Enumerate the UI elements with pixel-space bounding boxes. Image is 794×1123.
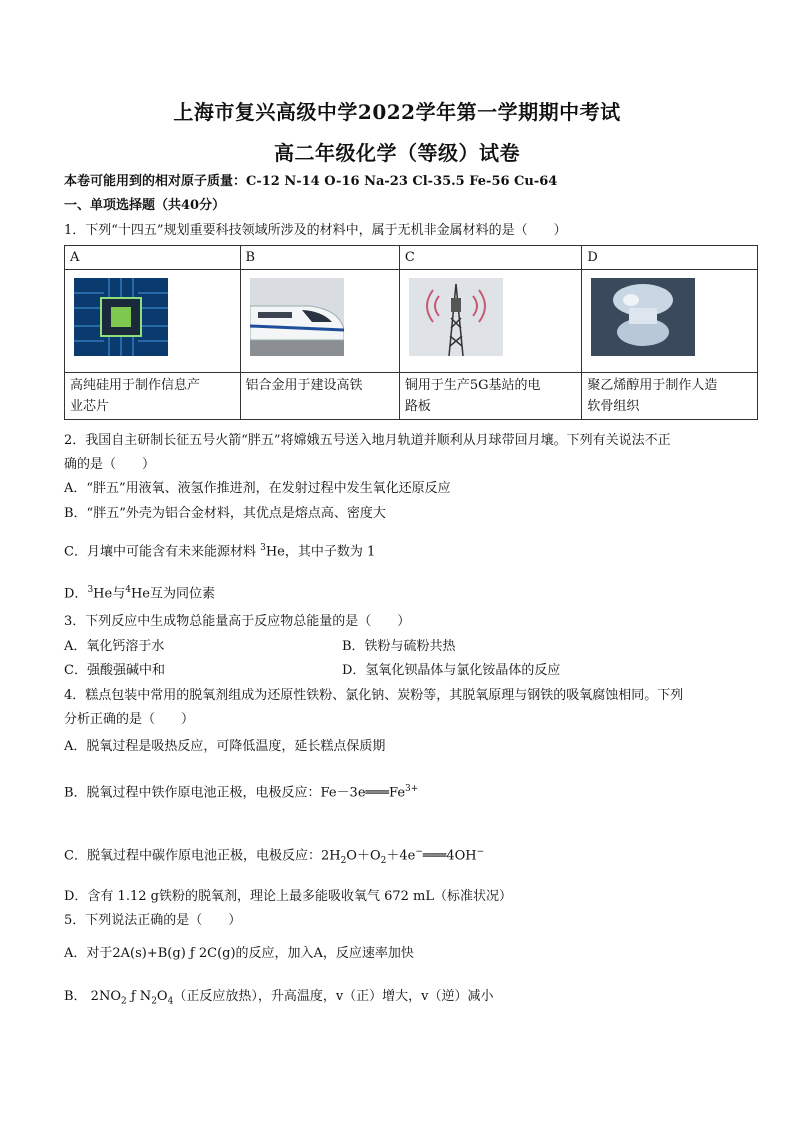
q4-c-post: 4OH bbox=[446, 848, 477, 864]
q5-b-post: （正反应放热），升高温度，v（正）增大，v（逆）减小 bbox=[173, 989, 494, 1004]
tower-icon bbox=[409, 278, 503, 356]
q5-option-b bbox=[64, 988, 494, 1011]
q4-b-arrow: ═══ bbox=[365, 785, 390, 801]
q1-col-d-text1: 聚乙烯醇用于制作人造 bbox=[587, 378, 718, 393]
q5-b-mid2: O bbox=[156, 989, 168, 1004]
q2-stem-line2: 确的是（ ） bbox=[64, 457, 156, 472]
q2-d-el1: He bbox=[93, 586, 113, 602]
q2-d-sup1: 3 bbox=[87, 585, 94, 595]
q5-b-sub3: 4 bbox=[167, 996, 174, 1007]
q2-option-d bbox=[64, 581, 215, 603]
atomic-mass-note: 本卷可能用到的相对原子质量：C-12 N-14 O-16 Na-23 Cl-35.5 Fe-56 Cu-64 bbox=[64, 174, 558, 189]
q3-stem: 3．下列反应中生成物总能量高于反应物总能量的是（ ） bbox=[64, 614, 411, 629]
q2-d-el2: He bbox=[130, 586, 150, 602]
q2-c-pre: C．月壤中可能含有未来能源材料 bbox=[64, 544, 261, 560]
q4-c-mid2: ＋4e bbox=[386, 848, 416, 864]
q2-c-post: ，其中子数为 1 bbox=[284, 544, 376, 560]
q2-c-el: He bbox=[265, 544, 285, 560]
q3-option-d: D．氢氧化钡晶体与氯化铵晶体的反应 bbox=[342, 663, 561, 678]
q1-col-a-text2: 业芯片 bbox=[70, 399, 110, 414]
q4-c-sub1: 2 bbox=[340, 855, 347, 866]
q1-col-d-letter: D bbox=[582, 246, 758, 270]
q4-c-sup: − bbox=[415, 847, 423, 857]
q1-col-b-text1: 铝合金用于建设高铁 bbox=[245, 378, 363, 393]
q1-col-c-text2: 路板 bbox=[404, 399, 431, 414]
q1-col-b-letter: B bbox=[240, 246, 399, 270]
q5-b-sub1: 2 bbox=[121, 996, 127, 1007]
q2-d-post: 互为同位素 bbox=[149, 586, 215, 602]
q4-option-a: A．脱氧过程是吸热反应，可降低温度，延长糕点保质期 bbox=[64, 739, 386, 754]
q1-col-c-text1: 铜用于生产5G基站的电 bbox=[404, 378, 541, 393]
q2-stem-line1: 2．我国自主研制长征五号火箭“胖五”将嫦娥五号送入地月轨道并顺利从月球带回月壤。下列有关说法不正 bbox=[64, 433, 671, 448]
q2-c-sup: 3 bbox=[260, 543, 266, 553]
q2-d-pre: D． bbox=[64, 586, 88, 602]
q4-c-sub2: 2 bbox=[380, 855, 387, 866]
q4-stem-line1: 4．糕点包装中常用的脱氧剂组成为还原性铁粉、氯化钠、炭粉等，其脱氧原理与钢铁的吸氧腐蚀相同。下列 bbox=[64, 688, 684, 703]
q5-b-pre: B． 2NO bbox=[64, 989, 121, 1004]
q2-option-a: A．“胖五”用液氧、液氢作推进剂，在发射过程中发生氧化还原反应 bbox=[64, 481, 451, 496]
chip-icon bbox=[74, 278, 168, 356]
section-heading: 一、单项选择题（共40分） bbox=[64, 198, 226, 213]
q4-c-mid: O＋O bbox=[346, 848, 381, 864]
q2-d-mid: 与 bbox=[112, 586, 126, 602]
q5-stem: 5．下列说法正确的是（ ） bbox=[64, 913, 242, 928]
q2-option-b: B．“胖五”外壳为铝合金材料，其优点是熔点高、密度大 bbox=[64, 506, 386, 521]
q3-option-c: C．强酸强碱中和 bbox=[64, 663, 165, 678]
q1-col-c-letter: C bbox=[399, 246, 582, 270]
q2-d-sup2: 4 bbox=[125, 585, 131, 595]
q1-col-a-letter: A bbox=[65, 246, 241, 270]
q4-c-sup2: − bbox=[476, 847, 485, 857]
q4-b-post: Fe bbox=[389, 785, 406, 801]
q1-stem: 1．下列“十四五”规划重要科技领域所涉及的材料中，属于无机非金属材料的是（ ） bbox=[64, 223, 567, 238]
q4-b-sup: 3+ bbox=[405, 784, 419, 794]
q4-option-c bbox=[64, 843, 484, 870]
q5-option-a: A．对于2A(s)+B(g) ƒ 2C(g)的反应，加入A，反应速率加快 bbox=[64, 946, 414, 961]
q3-option-a: A．氧化钙溶于水 bbox=[64, 639, 165, 654]
exam-subtitle: 高二年级化学（等级）试卷 bbox=[274, 141, 520, 165]
q4-stem-line2: 分析正确的是（ ） bbox=[64, 712, 195, 727]
q5-b-sub2: 2 bbox=[151, 996, 157, 1007]
q1-col-a-text1: 高纯硅用于制作信息产 bbox=[70, 378, 201, 393]
q5-b-mid: ƒ N bbox=[126, 989, 152, 1004]
q1-col-d-text2: 软骨组织 bbox=[587, 399, 640, 414]
train-icon bbox=[250, 278, 344, 356]
q4-c-arrow: ═══ bbox=[422, 848, 447, 864]
joint-icon bbox=[591, 278, 695, 356]
q4-c-pre: C．脱氧过程中碳作原电池正极，电极反应：2H bbox=[64, 848, 341, 864]
q4-option-b bbox=[64, 780, 418, 802]
exam-title: 上海市复兴高级中学2022学年第一学期期中考试 bbox=[173, 100, 621, 124]
q3-option-b: B．铁粉与硫粉共热 bbox=[342, 639, 456, 654]
q2-option-c bbox=[64, 539, 375, 561]
q1-options-table bbox=[64, 245, 758, 420]
q4-b-pre: B．脱氧过程中铁作原电池正极，电极反应：Fe－3e bbox=[64, 785, 366, 801]
q4-option-d: D．含有 1.12 g铁粉的脱氧剂，理论上最多能吸收氧气 672 mL（标准状况） bbox=[64, 889, 512, 904]
